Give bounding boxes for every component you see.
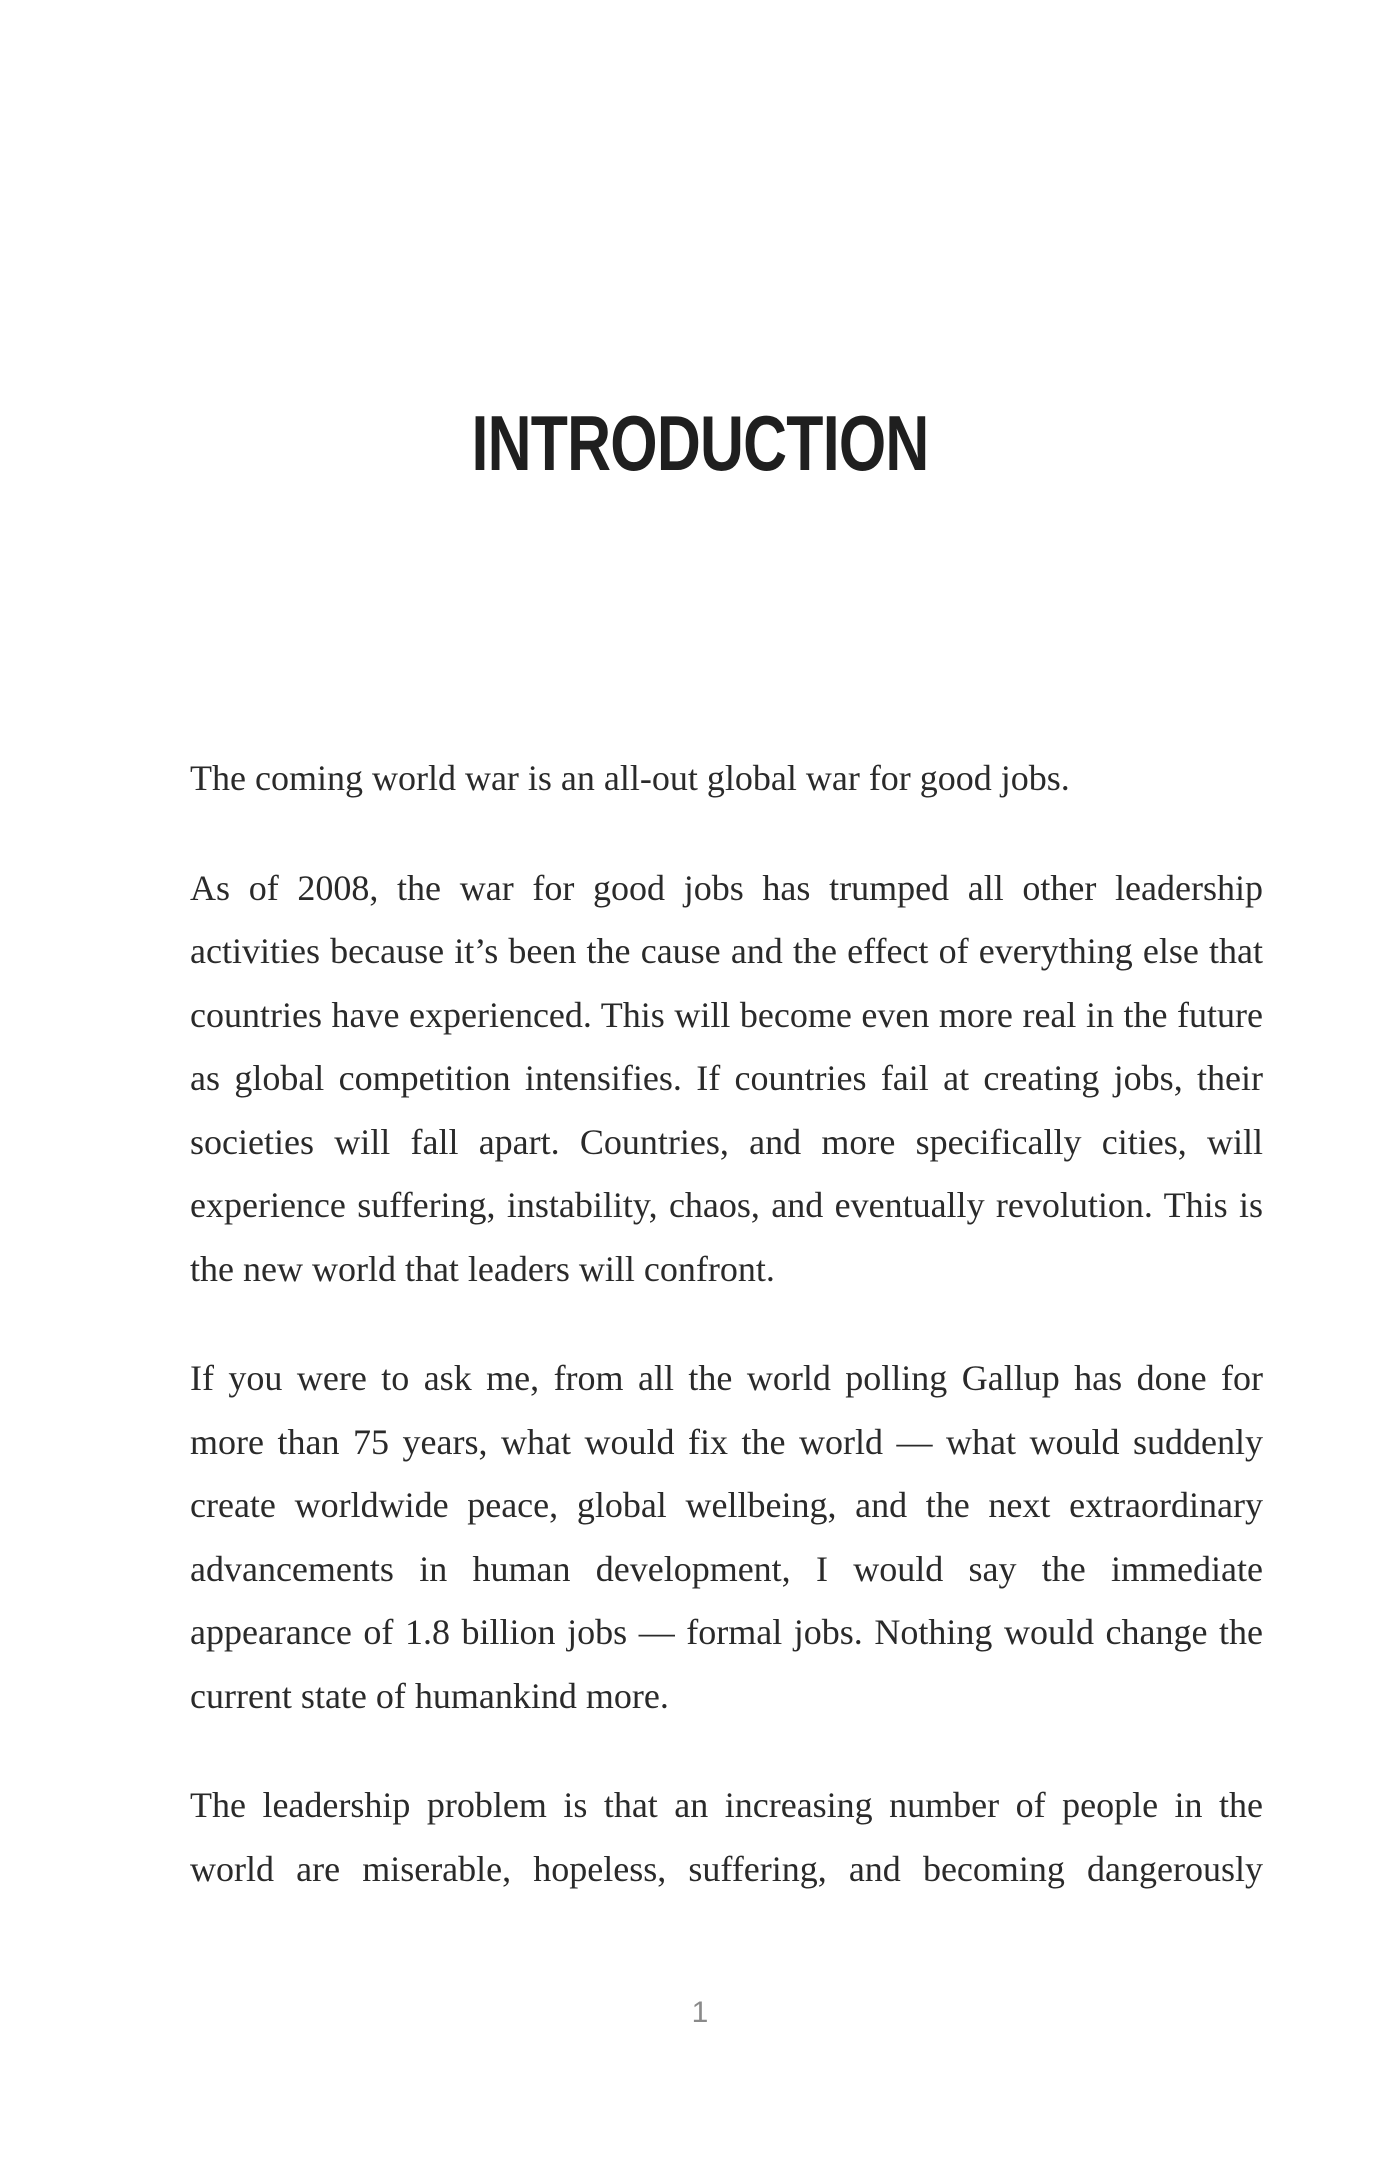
paragraph-2: As of 2008, the war for good jobs has trumped all other leadership activities because it’s been the cause and the effect of everything else that countries have experienced. This will become even more real in the future as global competition intensifies. If countries fail at creating jobs, their societies will fall apart. Countries, and more specifically cities, will experience suffering, instability, chaos, and eventually revolution. This is the new world that leaders will confront. bbox=[190, 867, 1263, 1289]
page-number: 1 bbox=[691, 1996, 709, 2029]
chapter-title: INTRODUCTION bbox=[471, 399, 929, 487]
paragraph-4: The leadership problem is that an increasing number of people in the world are miserable, hopeless, suffering, and becoming dangerously bbox=[190, 1785, 1263, 1889]
paragraph-1: The coming world war is an all-out global war for good jobs. bbox=[190, 758, 1070, 798]
chapter-body bbox=[190, 747, 1263, 1947]
paragraph-3: If you were to ask me, from all the world polling Gallup has done for more than 75 years, what would fix the world — what would suddenly create worldwide peace, global wellbeing, and the next extraordinary advancements in human development, I would say the immediate appearance of 1.8 billion jobs — formal jobs. Nothing would change the current state of humankind more. bbox=[190, 1358, 1263, 1716]
